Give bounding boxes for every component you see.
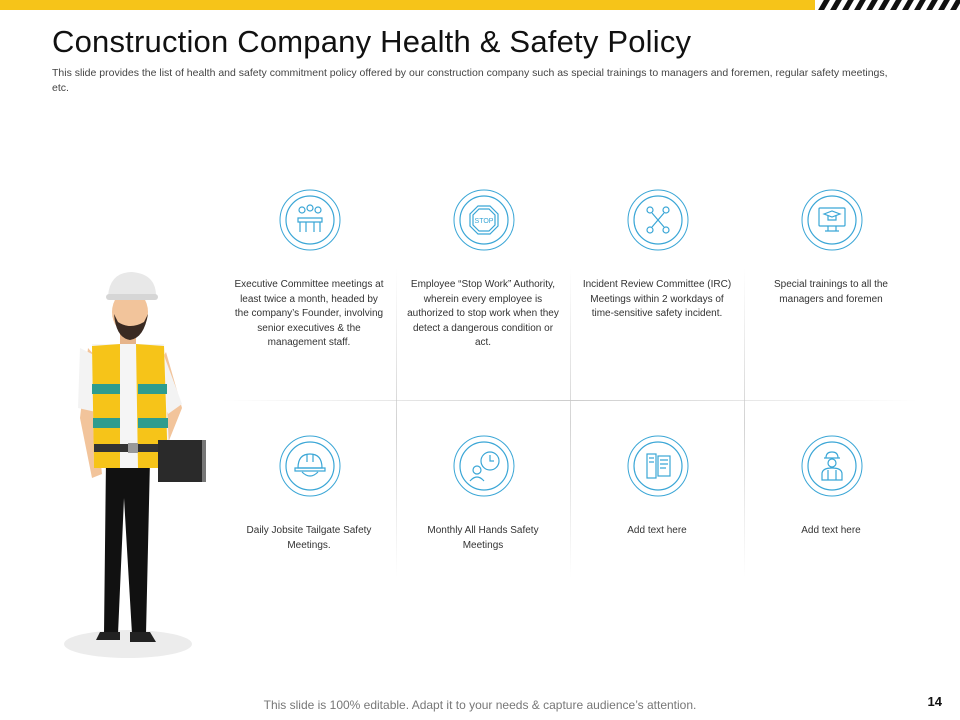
incident-review-icon — [626, 188, 690, 252]
construction-worker-icon — [800, 434, 864, 498]
policy-text: Add text here — [627, 525, 687, 536]
policy-text: Special trainings to all the managers and foremen — [774, 279, 888, 305]
policy-text: Monthly All Hands Safety Meetings — [427, 525, 539, 551]
blueprint-tools-icon — [626, 434, 690, 498]
stop-sign-icon — [452, 188, 516, 252]
footer-note: This slide is 100% editable. Adapt it to your needs & capture audience’s attention. — [263, 698, 697, 712]
policy-item — [222, 178, 396, 398]
meeting-table-icon — [278, 188, 342, 252]
policy-item — [396, 404, 570, 598]
page-number: 14 — [927, 694, 942, 709]
policy-text: Employee “Stop Work” Authority, wherein every employee is authorized to stop work when they detect a dangerous condition or act. — [407, 279, 559, 349]
policy-item — [570, 178, 744, 398]
policy-grid — [222, 178, 918, 598]
grid-divider — [222, 400, 918, 401]
page-subtitle: This slide provides the list of health and safety commitment policy offered by our construction company such as special trainings to managers and foremen, regular safety meetings, etc. — [52, 67, 888, 94]
clock-worker-icon — [452, 434, 516, 498]
policy-item — [744, 404, 918, 598]
policy-item — [222, 404, 396, 598]
policy-text: Incident Review Committee (IRC) Meetings within 2 workdays of time-sensitive safety incident. — [582, 279, 732, 320]
hazard-stripes — [815, 0, 960, 10]
policy-text: Daily Jobsite Tailgate Safety Meetings. — [246, 525, 372, 551]
hard-hat-icon — [278, 434, 342, 498]
policy-text: Executive Committee meetings at least twice a month, headed by the company’s Founder, involving senior executives & the management staff. — [234, 279, 384, 349]
page-title: Construction Company Health & Safety Policy — [52, 24, 692, 59]
policy-text: Add text here — [801, 525, 861, 536]
training-monitor-icon — [800, 188, 864, 252]
construction-worker-illustration — [58, 268, 218, 668]
policy-item — [744, 178, 918, 398]
policy-item — [396, 178, 570, 398]
svg-text:STOP: STOP — [474, 218, 494, 225]
policy-item — [570, 404, 744, 598]
